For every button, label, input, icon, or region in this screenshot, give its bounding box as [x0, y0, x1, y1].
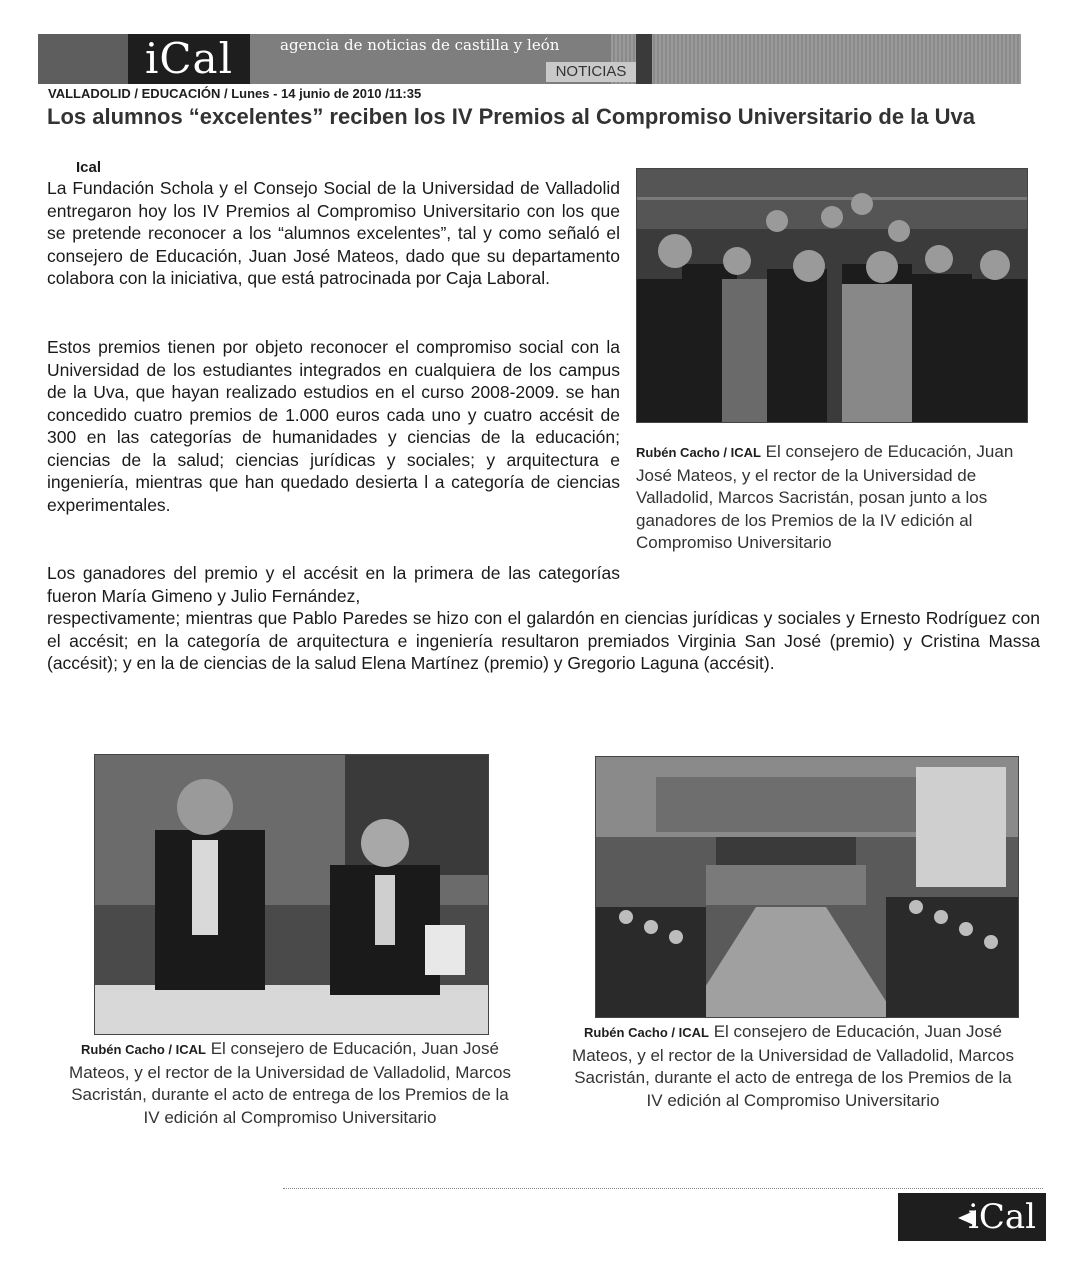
- group-photo-caption: [636, 441, 1031, 555]
- ical-logo: iCal: [128, 34, 250, 84]
- footer-arrow-icon: [958, 1210, 976, 1226]
- section-tag: NOTICIAS: [546, 62, 636, 82]
- headline: Los alumnos “excelentes” reciben los IV Premios al Compromiso Universitario de la Uva: [47, 104, 975, 129]
- header-bar: [38, 34, 1021, 84]
- agency-title: agencia de noticias de castilla y león: [280, 36, 560, 54]
- officials-photo-caption: [62, 1038, 518, 1129]
- dateline: VALLADOLID / EDUCACIÓN / Lunes - 14 junio de 2010 /11:35: [48, 86, 422, 101]
- caption-text: El consejero de Educación, Juan José Mateos, y el rector de la Universidad de Valladolid, Marcos Sacristán, durante el acto de entrega de los Premios de la IV edición al Compromiso Universitario: [572, 1022, 1014, 1110]
- caption-text: El consejero de Educación, Juan José Mateos, y el rector de la Universidad de Valladolid, Marcos Sacristán, durante el acto de entrega de los Premios de la IV edición al Compromiso Universitario: [69, 1039, 511, 1127]
- article-paragraph-1: La Fundación Schola y el Consejo Social de la Universidad de Valladolid entregaron hoy los IV Premios al Compromiso Universitario con los que se pretende reconocer a los “alumnos excelentes”, tal y como señaló el consejero de Educación, Juan José Mateos, dado que su departamento colabora con la iniciativa, que está patrocinada por Caja Laboral.: [47, 178, 620, 288]
- footer-rule: [283, 1188, 1043, 1189]
- group-photo: [636, 168, 1028, 423]
- header-accent-square: [636, 34, 652, 84]
- officials-photo: [94, 754, 489, 1035]
- ceremony-hall-photo-caption: [570, 1021, 1016, 1112]
- header-stripe-left: [38, 34, 128, 84]
- article-paragraph-3-start: Los ganadores del premio y el accésit en la primera de las categorías fueron María Gimeno y Julio Fernández,: [47, 563, 620, 606]
- photo-credit: Rubén Cacho / ICAL: [636, 445, 761, 460]
- photo-credit: Rubén Cacho / ICAL: [584, 1025, 709, 1040]
- caption-text: El consejero de Educación, Juan José Mateos, y el rector de la Universidad de Valladolid, Marcos Sacristán, posan junto a los ganadores de los Premios de la IV edición al Compromiso Universitario: [636, 442, 1014, 552]
- footer-ical-logo: iCal: [898, 1193, 1046, 1241]
- photo-credit: Rubén Cacho / ICAL: [81, 1042, 206, 1057]
- article-paragraph-2: Estos premios tienen por objeto reconocer el compromiso social con la Universidad de los estudiantes integrados en cualquiera de los campus de la Uva, que hayan realizado estudios en el curso 2008-2009. se han concedido cuatro premios de 1.000 euros cada uno y cuatro accésit de 300 en las categorías de humanidades y ciencias de la educación; ciencias de la salud; ciencias jurídicas y sociales; y arquitectura e ingeniería, mientras que han quedado desierta l a categoría de ciencias experimentales.: [47, 337, 620, 515]
- header-stripe-right: [611, 34, 1021, 84]
- article-paragraph-3-end: respectivamente; mientras que Pablo Paredes se hizo con el galardón en ciencias jurídicas y sociales y Ernesto Rodríguez con el accésit; en la categoría de arquitectura e ingeniería resultaron premiados Virginia San José (premio) y Cristina Massa (accésit); y en la de ciencias de la salud Elena Martínez (premio) y Gregorio Laguna (accésit).: [47, 608, 1040, 673]
- author: Ical: [76, 159, 102, 176]
- ceremony-hall-photo: [595, 756, 1019, 1018]
